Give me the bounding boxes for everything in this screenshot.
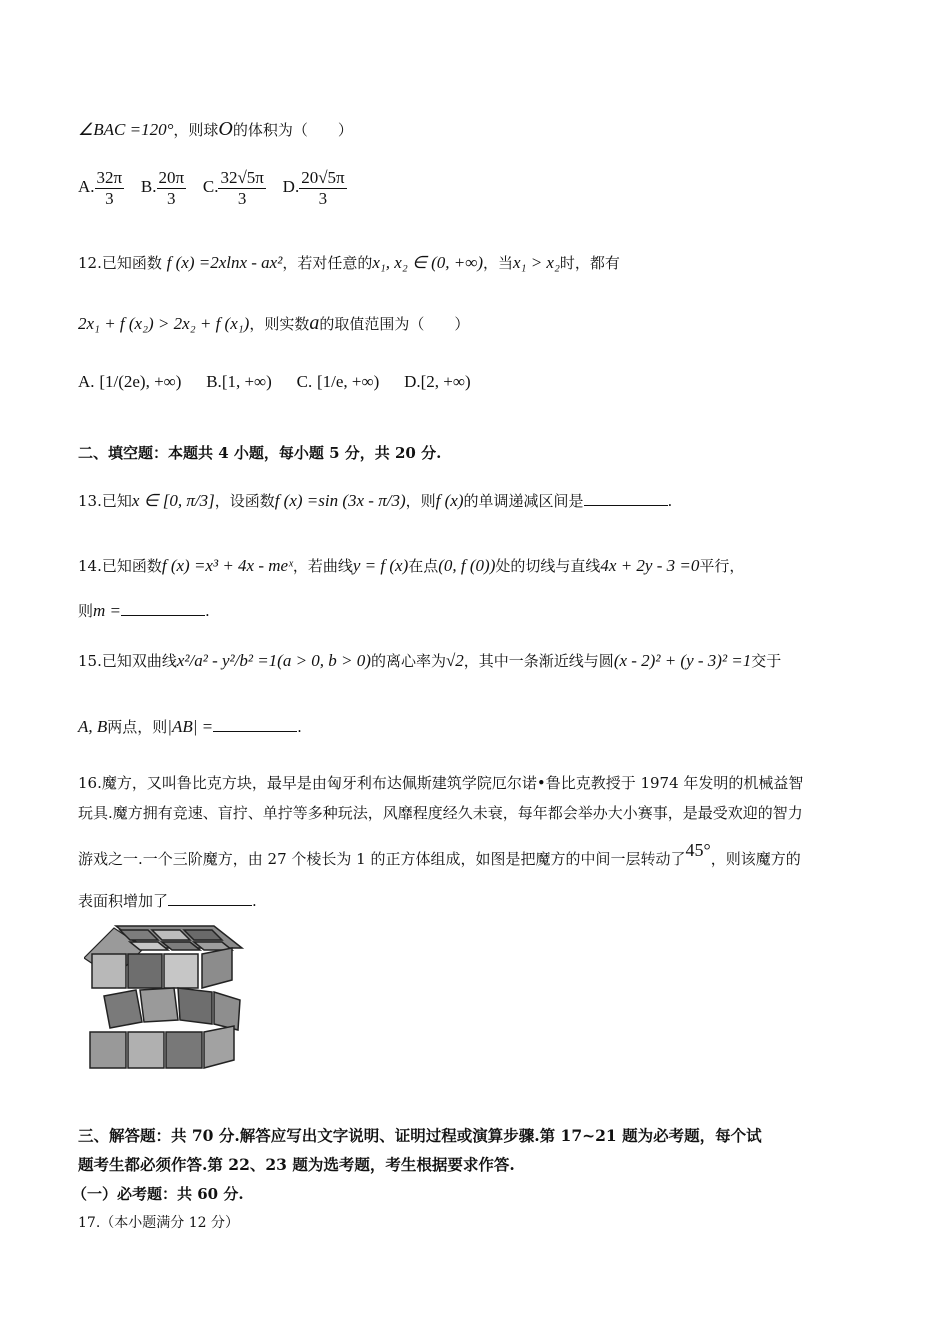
- q12-option-a: A. [1/(2e), +∞): [78, 372, 182, 391]
- q14-line1: 14.已知函数f (x) =x³ + 4x - meˣ，若曲线y = f (x)在点(0, f (0))处的切线与直线4x + 2y - 3 =0平行，: [78, 556, 745, 575]
- section-3-heading-line2: 题考生都必须作答.第 22、23 题为选考题，考生根据要求作答.: [78, 1155, 515, 1174]
- q11-option-d: D. $\frac{20√5\pi}{3}$: [282, 168, 345, 208]
- q15-answer-blank[interactable]: [213, 717, 297, 732]
- q16-answer-blank[interactable]: [168, 891, 252, 906]
- q15-line2: A, B两点，则|AB| = .: [78, 717, 302, 736]
- q15-circle: (x - 2)² + (y - 3)² =1: [613, 651, 752, 670]
- q13-answer-blank[interactable]: [584, 491, 668, 506]
- q15-line1: 15.已知双曲线x²/a² - y²/b² =1(a > 0, b > 0)的离心率为√2，其中一条渐近线与圆(x - 2)² + (y - 3)² =1交于: [78, 651, 782, 670]
- part-1-heading: （一）必考题：共 60 分.: [72, 1185, 244, 1203]
- q15-hyperbola: x²/a² - y²/b² =1(a > 0, b > 0): [176, 651, 371, 670]
- q11-condition: ∠BAC =120°: [78, 120, 174, 139]
- section-3-heading-line1: 三、解答题：共 70 分.解答应写出文字说明、证明过程或演算步骤.第 17~21 题为必考题，每个试: [78, 1126, 762, 1145]
- q13-line: 13.已知x ∈ [0, π/3]，设函数f (x) =sin (3x - π/3)，则f (x)的单调递减区间是 .: [78, 491, 673, 510]
- q11-options: [78, 168, 347, 208]
- q16-line1: 16.魔方，又叫鲁比克方块，最早是由匈牙利布达佩斯建筑学院厄尔诺•鲁比克教授于 1974 年发明的机械益智: [78, 774, 804, 792]
- q12-option-d: D.[2, +∞): [404, 372, 471, 391]
- q12-line2: 2x₁ + f (x₂) > 2x₂ + f (x₁)，则实数a的取值范围为（ ）: [78, 312, 470, 334]
- q16-line2: 玩具.魔方拥有竞速、盲拧、单拧等多种玩法，风靡程度经久未衰，每年都会举办大小赛事，是最受欢迎的智力: [78, 804, 803, 822]
- section-2-heading: 二、填空题：本题共 4 小题，每小题 5 分，共 20 分.: [78, 444, 442, 462]
- q14-line-eq: 4x + 2y - 3 =0: [600, 556, 700, 575]
- q12-inequality: 2x₁ + f (x₂) > 2x₂ + f (x₁): [78, 314, 250, 333]
- q12-line1: 12.已知函数 f (x) =2xlnx - ax²，若对任意的x₁, x₂ ∈ (0, +∞)，当x₁ > x₂时，都有: [78, 253, 620, 272]
- rubiks-cube-figure: [84, 918, 250, 1074]
- q12-option-c: C. [1/e, +∞): [296, 372, 380, 391]
- rubiks-cube-image: [84, 918, 250, 1074]
- q17-heading: 17.（本小题满分 12 分）: [78, 1215, 239, 1231]
- q12-option-b: B.[1, +∞): [206, 372, 272, 391]
- q11-option-c: C. $\frac{32√5\pi}{3}$: [202, 168, 264, 208]
- q13-domain: x ∈ [0, π/3]: [131, 491, 215, 510]
- q12-domain: x₁, x₂ ∈ (0, +∞): [372, 253, 483, 272]
- q14-function: f (x) =x³ + 4x - meˣ: [161, 556, 293, 575]
- q12-function: f (x) =2xlnx - ax²: [166, 253, 283, 272]
- q14-answer-blank[interactable]: [121, 601, 205, 616]
- q16-line3: 游戏之一.一个三阶魔方，由 27 个棱长为 1 的正方体组成，如图是把魔方的中间一层转动了45°，则该魔方的: [78, 840, 801, 868]
- q13-function: f (x) =sin (3x - π/3): [274, 491, 406, 510]
- q14-line2: 则m = .: [78, 601, 210, 620]
- q12-options: [78, 372, 471, 392]
- q11-option-a: A. $\frac{32\pi}{3}$: [78, 168, 123, 208]
- q11-option-b: B. $\frac{20\pi}{3}$: [140, 168, 185, 208]
- q11-line: ∠BAC =120°，则球O的体积为（ ）: [78, 118, 353, 140]
- q16-line4: 表面积增加了 .: [78, 892, 257, 910]
